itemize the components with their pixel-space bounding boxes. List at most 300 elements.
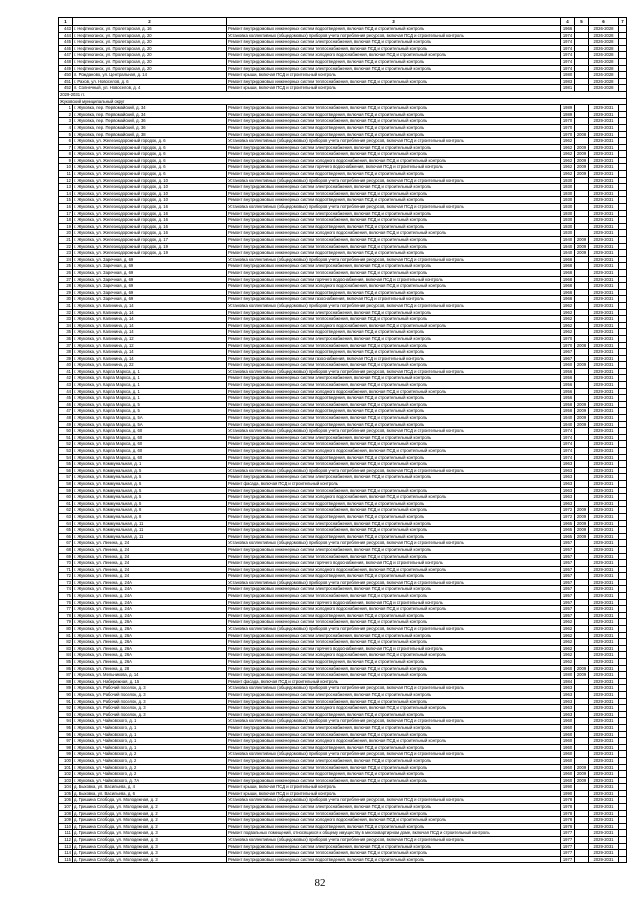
- row-number-cell: 39: [59, 355, 73, 362]
- work-type-cell: Ремонт внутридомовых инженерных систем электроснабжения, включая ПСД и строительный контроль: [227, 804, 561, 811]
- table-row: [59, 210, 627, 217]
- note-cell: [619, 263, 627, 270]
- build-year-cell: 1983: [561, 78, 575, 85]
- header-cell: 2: [73, 18, 227, 26]
- work-type-cell: Ремонт внутридомовых инженерных систем теплоснабжения, включая ПСД и строительный контроль: [227, 316, 561, 323]
- table-row: [59, 843, 627, 850]
- repair-year-cell: [575, 375, 589, 382]
- address-cell: г. Жуковка, ул. Железнодорожный городок, д. 16: [73, 217, 227, 224]
- row-number-cell: 91: [59, 698, 73, 705]
- work-type-cell: Ремонт внутридомовых инженерных систем теплоснабжения, включая ПСД и строительный контроль: [227, 639, 561, 646]
- table-row: [59, 448, 627, 455]
- note-cell: [619, 586, 627, 593]
- address-cell: г. Жуковка, ул. Карла Маркса, д. 1: [73, 388, 227, 395]
- row-number-cell: 21: [59, 237, 73, 244]
- build-year-cell: 1970: [561, 118, 575, 125]
- row-number-cell: 73: [59, 579, 73, 586]
- build-year-cell: 1965: [561, 520, 575, 527]
- table-row: [59, 45, 627, 52]
- address-cell: г. Жуковка, ул. Ленина, д. 26А: [73, 632, 227, 639]
- work-type-cell: Ремонт внутридомовых инженерных систем холодного водоснабжения, включая ПСД и строительный контроль: [227, 448, 561, 455]
- address-cell: г. Жуковка, ул. Коммунальная, д. 8: [73, 507, 227, 514]
- table-row: [59, 494, 627, 501]
- table-row: [59, 289, 627, 296]
- table-row: [59, 217, 627, 224]
- address-cell: г. Жуковка, ул. Мельникова, д. 14: [73, 672, 227, 679]
- work-type-cell: Ремонт внутридомовых инженерных систем электроснабжения, включая ПСД и строительный контроль: [227, 586, 561, 593]
- table-row: [59, 408, 627, 415]
- planned-period-cell: 2026-2028: [589, 58, 619, 65]
- row-number-cell: 65: [59, 527, 73, 534]
- repair-year-cell: [575, 645, 589, 652]
- table-row: [59, 652, 627, 659]
- repair-year-cell: [575, 289, 589, 296]
- table-row: [59, 771, 627, 778]
- header-cell: 6: [589, 18, 619, 26]
- row-number-cell: 41: [59, 368, 73, 375]
- work-type-cell: Ремонт внутридомовых инженерных систем теплоснабжения, включая ПСД и строительный контроль: [227, 593, 561, 600]
- repair-year-cell: [575, 454, 589, 461]
- repair-year-cell: [575, 652, 589, 659]
- work-type-cell: Установка коллективных (общедомовых) приборов учета потребления ресурсов, включая ПСД и строительный контроль: [227, 797, 561, 804]
- table-row: [59, 164, 627, 171]
- planned-period-cell: 2029-2031: [589, 599, 619, 606]
- build-year-cell: 1962: [561, 652, 575, 659]
- row-number-cell: 110: [59, 823, 73, 830]
- row-number-cell: 95: [59, 724, 73, 731]
- work-type-cell: Ремонт внутридомовых инженерных систем холодного водоснабжения, включая ПСД и строительный контроль: [227, 817, 561, 824]
- row-number-cell: 61: [59, 500, 73, 507]
- repair-year-cell: [575, 850, 589, 857]
- planned-period-cell: 2029-2031: [589, 619, 619, 626]
- repair-year-cell: [575, 817, 589, 824]
- repair-year-cell: 2009: [575, 151, 589, 158]
- build-year-cell: 1977: [561, 850, 575, 857]
- repair-year-cell: 2009: [575, 771, 589, 778]
- work-type-cell: Установка коллективных (общедомовых) приборов учета потребления ресурсов, включая ПСД и строительный контроль: [227, 467, 561, 474]
- table-row: [59, 639, 627, 646]
- planned-period-cell: 2029-2031: [589, 124, 619, 131]
- row-number-cell: 80: [59, 626, 73, 633]
- table-row: [59, 573, 627, 580]
- build-year-cell: 1989: [561, 105, 575, 112]
- work-type-cell: Ремонт внутридомовых инженерных систем водоотведения, включая ПСД и строительный контроль: [227, 823, 561, 830]
- table-row: [59, 751, 627, 758]
- note-cell: [619, 705, 627, 712]
- row-number-cell: 94: [59, 718, 73, 725]
- planned-period-cell: 2029-2031: [589, 144, 619, 151]
- work-type-cell: Ремонт внутридомовых инженерных систем водоотведения, включая ПСД и строительный контроль: [227, 573, 561, 580]
- work-type-cell: Ремонт внутридомовых инженерных систем электроснабжения, включая ПСД и строительный контроль: [227, 691, 561, 698]
- address-cell: г. Жуковка, ул. Калинина, д. 14: [73, 329, 227, 336]
- build-year-cell: 1974: [561, 65, 575, 72]
- table-body: [59, 26, 627, 863]
- build-year-cell: 1962: [561, 619, 575, 626]
- address-cell: г. Жуковка, ул. Карла Маркса, д. 1: [73, 382, 227, 389]
- table-row: [59, 454, 627, 461]
- planned-period-cell: 2029-2031: [589, 302, 619, 309]
- table-row: [59, 276, 627, 283]
- repair-year-cell: 2009: [575, 362, 589, 369]
- address-cell: п. Солнечный, ул. Новоселов, д. 4: [73, 85, 227, 92]
- work-type-cell: Установка коллективных (общедомовых) приборов учета потребления ресурсов, включая ПСД и строительный контроль: [227, 685, 561, 692]
- address-cell: г. Жуковка, ул. Карла Маркса, д. 5А: [73, 421, 227, 428]
- address-cell: г. Жуковка, ул. Карла Маркса, д. 60: [73, 428, 227, 435]
- row-number-cell: 33: [59, 316, 73, 323]
- address-cell: г. Жуковка, ул. Ленина, д. 24: [73, 566, 227, 573]
- note-cell: [619, 302, 627, 309]
- note-cell: [619, 784, 627, 791]
- address-cell: г. Рахов, ул. Новоселов, д. 6: [73, 78, 227, 85]
- repair-year-cell: [575, 45, 589, 52]
- note-cell: [619, 395, 627, 402]
- note-cell: [619, 678, 627, 685]
- table-row: [59, 810, 627, 817]
- build-year-cell: 1930: [561, 197, 575, 204]
- note-cell: [619, 474, 627, 481]
- planned-period-cell: 2029-2031: [589, 454, 619, 461]
- planned-period-cell: 2029-2031: [589, 553, 619, 560]
- build-year-cell: 1956: [561, 395, 575, 402]
- row-number-cell: 81: [59, 632, 73, 639]
- note-cell: [619, 724, 627, 731]
- table-row: [59, 632, 627, 639]
- build-year-cell: 1968: [561, 283, 575, 290]
- build-year-cell: 1974: [561, 52, 575, 59]
- address-cell: г. Жуковка, ул. Калинина, д. 14: [73, 302, 227, 309]
- note-cell: [619, 434, 627, 441]
- table-row: [59, 546, 627, 553]
- planned-period-cell: 2029-2031: [589, 711, 619, 718]
- row-number-cell: 40: [59, 362, 73, 369]
- planned-period-cell: 2029-2031: [589, 764, 619, 771]
- planned-period-cell: 2029-2031: [589, 151, 619, 158]
- table-row: [59, 157, 627, 164]
- repair-year-cell: [575, 738, 589, 745]
- build-year-cell: 1962: [561, 316, 575, 323]
- repair-year-cell: [575, 335, 589, 342]
- row-number-cell: 90: [59, 691, 73, 698]
- table-row: [59, 243, 627, 250]
- table-row: [59, 533, 627, 540]
- header-cell: 7: [619, 18, 627, 26]
- work-type-cell: Ремонт внутридомовых инженерных систем теплоснабжения, включая ПСД и строительный контроль: [227, 151, 561, 158]
- table-row: [59, 223, 627, 230]
- address-cell: г. Жуковка, ул. Железнодорожный городок, д. 16: [73, 210, 227, 217]
- planned-period-cell: 2029-2031: [589, 652, 619, 659]
- planned-period-cell: 2029-2031: [589, 579, 619, 586]
- address-cell: г. Жуковка, ул. Заречная, д. 69: [73, 283, 227, 290]
- note-cell: [619, 256, 627, 263]
- table-row: [59, 527, 627, 534]
- work-type-cell: Ремонт внутридомовых инженерных систем водоотведения, включая ПСД и строительный контроль: [227, 612, 561, 619]
- repair-year-cell: [575, 138, 589, 145]
- address-cell: г. Жуковка, ул. Рабочий поселок, д. 3: [73, 691, 227, 698]
- row-number-cell: 45: [59, 395, 73, 402]
- note-cell: [619, 223, 627, 230]
- table-row: [59, 151, 627, 158]
- build-year-cell: 1974: [561, 32, 575, 39]
- table-row: [59, 777, 627, 784]
- build-year-cell: 1978: [561, 823, 575, 830]
- repair-year-cell: [575, 612, 589, 619]
- work-type-cell: Установка коллективных (общедомовых) приборов учета потребления ресурсов, включая ПСД и строительный контроль: [227, 368, 561, 375]
- repair-year-cell: [575, 579, 589, 586]
- repair-year-cell: [575, 751, 589, 758]
- work-type-cell: Ремонт внутридомовых инженерных систем холодного водоснабжения, включая ПСД и строительный контроль: [227, 566, 561, 573]
- note-cell: [619, 777, 627, 784]
- build-year-cell: 1960: [561, 665, 575, 672]
- address-cell: г. Жуковка, ул. Калинина, д. 14: [73, 316, 227, 323]
- address-cell: г. Жуковка, ул. Ленина, д. 24: [73, 540, 227, 547]
- planned-period-cell: 2029-2031: [589, 111, 619, 118]
- address-cell: г. Жуковка, ул. Карла Маркса, д. 60: [73, 454, 227, 461]
- table-row: [59, 309, 627, 316]
- note-cell: [619, 553, 627, 560]
- row-number-cell: 42: [59, 375, 73, 382]
- note-cell: [619, 289, 627, 296]
- build-year-cell: 1974: [561, 441, 575, 448]
- note-cell: [619, 461, 627, 468]
- work-type-cell: Ремонт внутридомовых инженерных систем электроснабжения, включая ПСД и строительный контроль: [227, 65, 561, 72]
- planned-period-cell: 2029-2031: [589, 823, 619, 830]
- note-cell: [619, 566, 627, 573]
- address-cell: г. Жуковка, ул. Чайковского, д. 7А: [73, 777, 227, 784]
- address-cell: д. Гришина Слобода, ул. Молодежная, д. 3: [73, 856, 227, 863]
- repair-year-cell: [575, 659, 589, 666]
- table-row: [59, 388, 627, 395]
- note-cell: [619, 771, 627, 778]
- repair-year-cell: [575, 461, 589, 468]
- planned-period-cell: 2029-2031: [589, 421, 619, 428]
- table-row: [59, 744, 627, 751]
- planned-period-cell: 2029-2031: [589, 243, 619, 250]
- note-cell: [619, 691, 627, 698]
- build-year-cell: 1978: [561, 804, 575, 811]
- planned-period-cell: 2029-2031: [589, 632, 619, 639]
- note-cell: [619, 856, 627, 863]
- row-number-cell: 49: [59, 421, 73, 428]
- note-cell: [619, 276, 627, 283]
- work-type-cell: Ремонт внутридомовых инженерных систем водоотведения, включая ПСД и строительный контроль: [227, 131, 561, 138]
- build-year-cell: 1960: [561, 744, 575, 751]
- note-cell: [619, 645, 627, 652]
- work-type-cell: Ремонт внутридомовых инженерных систем водоотведения, включая ПСД и строительный контроль: [227, 171, 561, 178]
- address-cell: д. Гришина Слобода, ул. Молодежная, д. 2: [73, 804, 227, 811]
- planned-period-cell: 2026-2028: [589, 72, 619, 79]
- planned-period-cell: 2029-2031: [589, 606, 619, 613]
- row-number-cell: 58: [59, 480, 73, 487]
- address-cell: г. Жуковка, ул. Карла Маркса, д. 5А: [73, 415, 227, 422]
- row-number-cell: 447: [59, 52, 73, 59]
- row-number-cell: 445: [59, 39, 73, 46]
- address-cell: г. Жуковка, ул. Ленина, д. 28: [73, 665, 227, 672]
- work-type-cell: Ремонт внутридомовых инженерных систем электроснабжения, включая ПСД и строительный контроль: [227, 724, 561, 731]
- row-number-cell: 106: [59, 797, 73, 804]
- note-cell: [619, 124, 627, 131]
- note-cell: [619, 487, 627, 494]
- repair-year-cell: [575, 639, 589, 646]
- build-year-cell: 1962: [561, 645, 575, 652]
- build-year-cell: 1957: [561, 573, 575, 580]
- build-year-cell: 1978: [561, 810, 575, 817]
- address-cell: г. Жуковка, ул. Заречная, д. 69: [73, 263, 227, 270]
- work-type-cell: Установка коллективных (общедомовых) приборов учета потребления ресурсов, включая ПСД и строительный контроль: [227, 428, 561, 435]
- work-type-cell: Установка коллективных (общедомовых) приборов учета потребления ресурсов, включая ПСД и строительный контроль: [227, 177, 561, 184]
- repair-year-cell: 2009: [575, 527, 589, 534]
- planned-period-cell: 2029-2031: [589, 210, 619, 217]
- build-year-cell: 1968: [561, 256, 575, 263]
- work-type-cell: Ремонт внутридомовых инженерных систем теплоснабжения, включая ПСД и строительный контроль: [227, 118, 561, 125]
- build-year-cell: 1963: [561, 685, 575, 692]
- work-type-cell: Ремонт внутридомовых инженерных систем теплоснабжения, включая ПСД и строительный контроль: [227, 217, 561, 224]
- repair-year-cell: [575, 39, 589, 46]
- table-row: [59, 665, 627, 672]
- repair-year-cell: [575, 276, 589, 283]
- note-cell: [619, 467, 627, 474]
- address-cell: г. Жуковка, ул. Ленина, д. 26А: [73, 619, 227, 626]
- address-cell: г. Жуковка, ул. Железнодорожный городок, д. 19: [73, 243, 227, 250]
- work-type-cell: Ремонт внутридомовых инженерных систем водоотведения, включая ПСД и строительный контроль: [227, 771, 561, 778]
- address-cell: г. Нефтеюганск, ул. Пролетарская, д. 20: [73, 65, 227, 72]
- build-year-cell: 1963: [561, 705, 575, 712]
- repair-year-cell: 2008: [575, 342, 589, 349]
- work-type-cell: Ремонт крыши, включая ПСД и строительный контроль: [227, 790, 561, 797]
- work-type-cell: Ремонт внутридомовых инженерных систем водоотведения, включая ПСД и строительный контроль: [227, 408, 561, 415]
- table-row: [59, 678, 627, 685]
- row-number-cell: 51: [59, 434, 73, 441]
- build-year-cell: 1963: [561, 474, 575, 481]
- address-cell: г. Жуковка, ул. Ленина, д. 26А: [73, 659, 227, 666]
- note-cell: [619, 520, 627, 527]
- address-cell: д. Гришина Слобода, ул. Молодежная, д. 3: [73, 843, 227, 850]
- build-year-cell: 1962: [561, 309, 575, 316]
- row-number-cell: 47: [59, 408, 73, 415]
- planned-period-cell: 2029-2031: [589, 204, 619, 211]
- repair-year-cell: [575, 606, 589, 613]
- planned-period-cell: 2029-2031: [589, 744, 619, 751]
- row-number-cell: 92: [59, 705, 73, 712]
- note-cell: [619, 243, 627, 250]
- note-cell: [619, 823, 627, 830]
- row-number-cell: 63: [59, 513, 73, 520]
- planned-period-cell: 2029-2031: [589, 428, 619, 435]
- row-number-cell: 449: [59, 65, 73, 72]
- note-cell: [619, 751, 627, 758]
- repair-year-cell: [575, 810, 589, 817]
- planned-period-cell: 2029-2031: [589, 283, 619, 290]
- build-year-cell: 1960: [561, 738, 575, 745]
- planned-period-cell: 2029-2031: [589, 659, 619, 666]
- repair-year-cell: [575, 744, 589, 751]
- table-row: [59, 296, 627, 303]
- address-cell: г. Жуковка, ул. Заречная, д. 69: [73, 256, 227, 263]
- work-type-cell: Установка коллективных (общедомовых) приборов учета потребления ресурсов, включая ПСД и строительный контроль: [227, 718, 561, 725]
- planned-period-cell: 2029-2031: [589, 520, 619, 527]
- table-row: [59, 738, 627, 745]
- work-type-cell: Ремонт внутридомовых инженерных систем теплоснабжения, включая ПСД и строительный контроль: [227, 45, 561, 52]
- planned-period-cell: 2029-2031: [589, 718, 619, 725]
- table-row: [59, 382, 627, 389]
- address-cell: г. Жуковка, ул. Коммунальная, д. 5: [73, 474, 227, 481]
- address-cell: г. Жуковка, ул. Железнодорожный городок, д. 17: [73, 237, 227, 244]
- work-type-cell: Ремонт фасада, включая ПСД и строительный контроль: [227, 678, 561, 685]
- build-year-cell: 1962: [561, 632, 575, 639]
- row-number-cell: 50: [59, 428, 73, 435]
- repair-year-cell: [575, 705, 589, 712]
- build-year-cell: 1940: [561, 250, 575, 257]
- row-number-cell: 67: [59, 540, 73, 547]
- note-cell: [619, 157, 627, 164]
- note-cell: [619, 105, 627, 112]
- build-year-cell: 1962: [561, 659, 575, 666]
- note-cell: [619, 362, 627, 369]
- build-year-cell: 1956: [561, 382, 575, 389]
- note-cell: [619, 764, 627, 771]
- repair-year-cell: 2009: [575, 250, 589, 257]
- note-cell: [619, 659, 627, 666]
- planned-period-cell: 2029-2031: [589, 434, 619, 441]
- repair-year-cell: [575, 190, 589, 197]
- address-cell: г. Жуковка, ул. Железнодорожный городок, д. 16: [73, 204, 227, 211]
- repair-year-cell: [575, 698, 589, 705]
- repair-year-cell: [575, 731, 589, 738]
- planned-period-cell: 2029-2031: [589, 685, 619, 692]
- row-number-cell: 85: [59, 659, 73, 666]
- note-cell: [619, 322, 627, 329]
- planned-period-cell: 2029-2031: [589, 480, 619, 487]
- table-row: [59, 461, 627, 468]
- planned-period-cell: 2029-2031: [589, 612, 619, 619]
- work-type-cell: Ремонт внутридомовых инженерных систем водоотведения, включая ПСД и строительный контроль: [227, 250, 561, 257]
- planned-period-cell: 2029-2031: [589, 230, 619, 237]
- planned-period-cell: 2026-2028: [589, 26, 619, 33]
- table-row: [59, 171, 627, 178]
- build-year-cell: 1977: [561, 856, 575, 863]
- repair-year-cell: [575, 593, 589, 600]
- table-row: [59, 72, 627, 79]
- table-row: [59, 190, 627, 197]
- repair-year-cell: 2009: [575, 533, 589, 540]
- note-cell: [619, 45, 627, 52]
- repair-year-cell: [575, 804, 589, 811]
- address-cell: г. Жуковка, ул. Карла Маркса, д. 60: [73, 448, 227, 455]
- address-cell: г. Жуковка, ул. Чайковского, д. 2: [73, 751, 227, 758]
- repair-year-cell: [575, 494, 589, 501]
- work-type-cell: Ремонт внутридомовых инженерных систем теплоснабжения, включая ПСД и строительный контроль: [227, 507, 561, 514]
- address-cell: г. Жуковка, ул. Железнодорожный городок, д. 6: [73, 157, 227, 164]
- planned-period-cell: 2029-2031: [589, 408, 619, 415]
- address-cell: г. Жуковка, ул. Карла Маркса, д. 1: [73, 368, 227, 375]
- table-row: [59, 105, 627, 112]
- address-cell: г. Жуковка, ул. Железнодорожный городок, д. 16: [73, 230, 227, 237]
- build-year-cell: 1930: [561, 223, 575, 230]
- planned-period-cell: 2029-2031: [589, 850, 619, 857]
- note-cell: [619, 230, 627, 237]
- repair-year-cell: [575, 118, 589, 125]
- build-year-cell: 1930: [561, 177, 575, 184]
- table-row: [59, 362, 627, 369]
- table-row: [59, 322, 627, 329]
- work-type-cell: Ремонт внутридомовых инженерных систем водоотведения, включая ПСД и строительный контроль: [227, 856, 561, 863]
- planned-period-cell: 2029-2031: [589, 566, 619, 573]
- repair-year-cell: [575, 78, 589, 85]
- work-type-cell: Ремонт внутридомовых инженерных систем теплоснабжения, включая ПСД и строительный контроль: [227, 461, 561, 468]
- note-cell: [619, 804, 627, 811]
- row-number-cell: 99: [59, 751, 73, 758]
- planned-period-cell: 2029-2031: [589, 777, 619, 784]
- work-type-cell: Ремонт внутридомовых инженерных систем холодного водоснабжения, включая ПСД и строительный контроль: [227, 388, 561, 395]
